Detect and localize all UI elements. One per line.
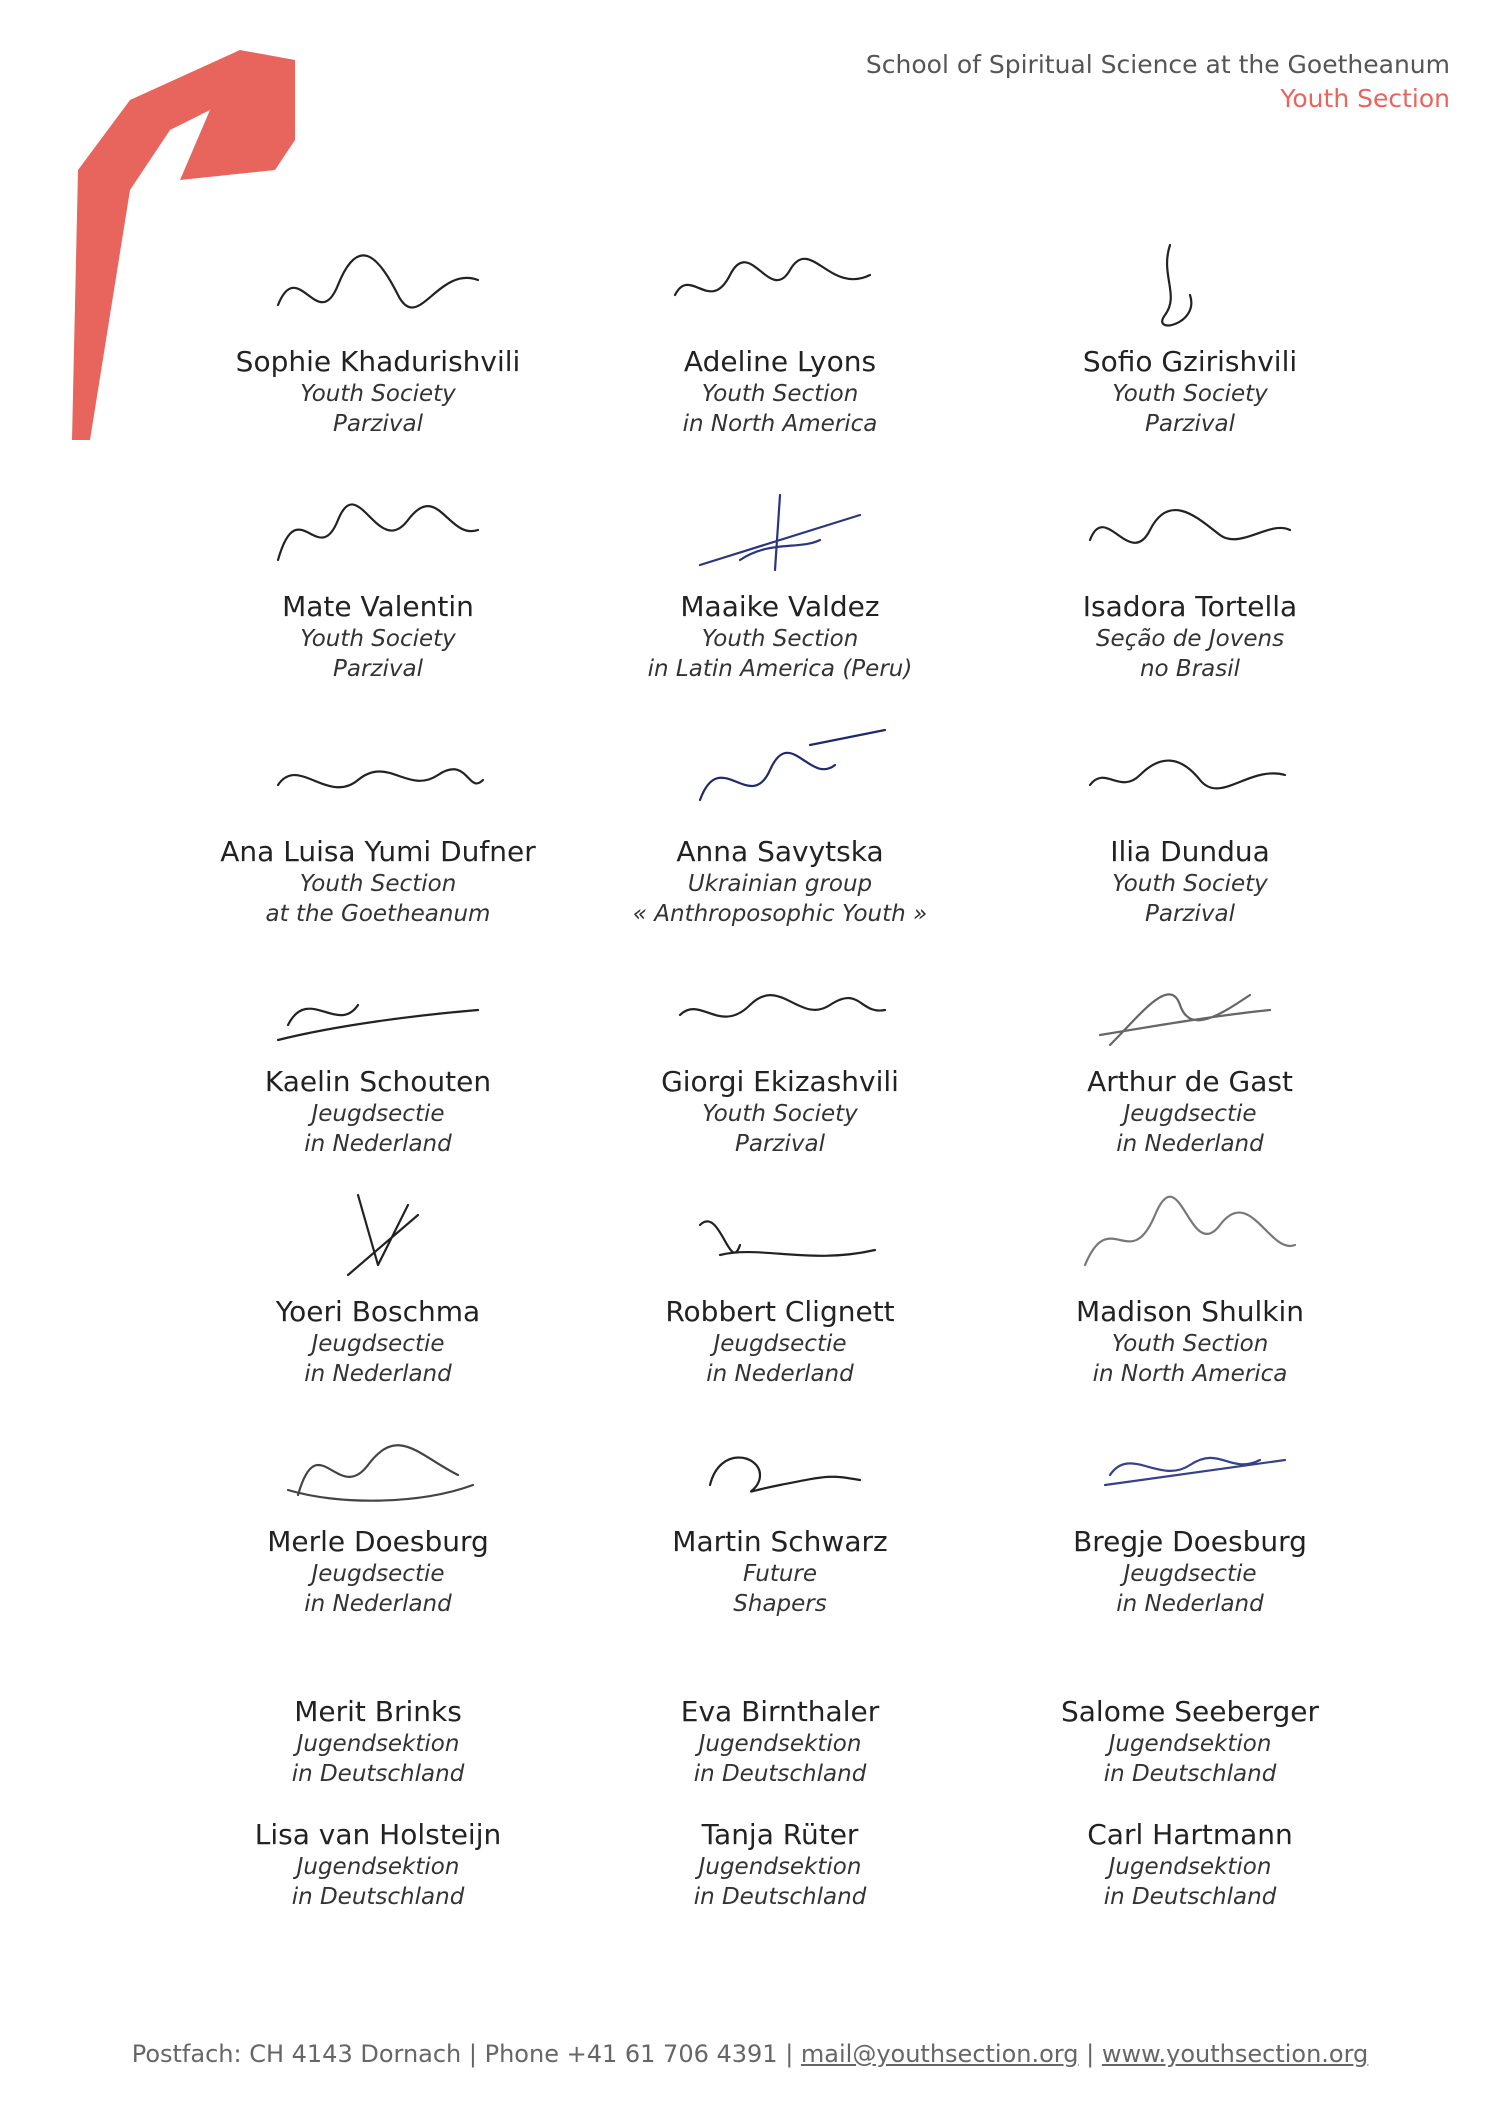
signatory-block	[188, 235, 568, 439]
footer-website-link[interactable]: www.youthsection.org	[1101, 2040, 1369, 2068]
signatory-organization: Youth Section	[299, 871, 457, 897]
handwritten-signature	[660, 1185, 900, 1295]
signatory-organization: Jugendsektion	[1108, 1854, 1272, 1880]
signatory-block	[590, 955, 970, 1159]
signatory-block	[590, 1695, 970, 1789]
signatory-block	[590, 725, 970, 929]
signatory-organization: Youth Society	[702, 1101, 858, 1127]
handwritten-signature	[258, 480, 498, 590]
footer-address: Postfach: CH 4143 Dornach	[131, 2040, 462, 2068]
signatory-organization-location: in Nederland	[706, 1361, 854, 1387]
signatory-organization-location: no Brasil	[1139, 656, 1241, 682]
signatory-name: Maaike Valdez	[680, 590, 880, 623]
signatory-organization-location: in North America	[1092, 1361, 1288, 1387]
signatory-organization: Youth Section	[1111, 1331, 1269, 1357]
signatory-block	[590, 1415, 970, 1619]
signatory-block	[590, 1185, 970, 1389]
signatory-block	[188, 480, 568, 684]
signatory-name: Carl Hartmann	[1087, 1818, 1293, 1851]
signatory-organization: Youth Society	[1112, 381, 1268, 407]
signatory-name: Tanja Rüter	[701, 1818, 859, 1851]
signatory-block	[1000, 1695, 1380, 1789]
signatory-organization: Jugendsektion	[296, 1731, 460, 1757]
signatory-name: Salome Seeberger	[1060, 1695, 1319, 1728]
signatory-organization-location: in Deutschland	[693, 1884, 867, 1910]
handwritten-signature	[660, 725, 900, 835]
signatory-organization: Jugendsektion	[1108, 1731, 1272, 1757]
handwritten-signature	[660, 955, 900, 1065]
footer-phone: Phone +41 61 706 4391	[484, 2040, 778, 2068]
signatory-name: Eva Birnthaler	[680, 1695, 880, 1728]
letterhead	[866, 48, 1450, 116]
handwritten-signature	[1070, 1185, 1310, 1295]
handwritten-signature	[258, 1415, 498, 1525]
signatory-name: Sofio Gzirishvili	[1082, 345, 1298, 378]
footer-email-link[interactable]: mail@youthsection.org	[800, 2040, 1079, 2068]
signatory-organization: Seção de Jovens	[1095, 626, 1285, 652]
signatory-block	[1000, 1818, 1380, 1912]
handwritten-signature	[660, 1415, 900, 1525]
signatory-organization-location: Parzival	[735, 1131, 825, 1157]
signatory-block	[590, 1818, 970, 1912]
signatory-block	[590, 235, 970, 439]
signatory-organization: Youth Society	[300, 626, 456, 652]
signatory-organization-location: in Deutschland	[693, 1761, 867, 1787]
signatory-organization: Jugendsektion	[296, 1854, 460, 1880]
signatory-organization: Jeugdsectie	[1123, 1101, 1257, 1127]
signatory-organization: Jeugdsectie	[311, 1561, 445, 1587]
handwritten-signature	[1070, 725, 1310, 835]
signatory-organization: Youth Section	[701, 626, 859, 652]
signatory-block	[188, 725, 568, 929]
handwritten-signature	[258, 955, 498, 1065]
signatory-name: Arthur de Gast	[1087, 1065, 1293, 1098]
signatory-name: Mate Valentin	[282, 590, 474, 623]
signatory-block	[188, 1415, 568, 1619]
signatory-organization: Youth Society	[1112, 871, 1268, 897]
section-name: Youth Section	[1280, 84, 1450, 113]
signatory-organization-location: Parzival	[333, 656, 423, 682]
handwritten-signature	[1070, 955, 1310, 1065]
handwritten-signature	[1070, 235, 1310, 345]
signatory-block	[188, 1695, 568, 1789]
signatory-block	[1000, 955, 1380, 1159]
signatory-name: Merle Doesburg	[267, 1525, 489, 1558]
signatory-name: Martin Schwarz	[672, 1525, 888, 1558]
signatory-organization-location: Parzival	[1145, 901, 1235, 927]
signatory-organization-location: in Deutschland	[291, 1884, 465, 1910]
signatory-organization-location: in Deutschland	[1103, 1761, 1277, 1787]
signatory-block	[590, 480, 970, 684]
signatory-block	[1000, 480, 1380, 684]
handwritten-signature	[258, 725, 498, 835]
signatory-name: Giorgi Ekizashvili	[661, 1065, 899, 1098]
signatory-block	[1000, 1185, 1380, 1389]
signatory-organization-location: Shapers	[733, 1591, 827, 1617]
signatory-block	[1000, 1415, 1380, 1619]
footer-separator: |	[461, 2040, 485, 2068]
signatory-block	[1000, 235, 1380, 439]
signatory-organization-location: in Nederland	[304, 1131, 452, 1157]
signatory-organization-location: in Latin America (Peru)	[647, 656, 913, 682]
signatory-organization: Youth Section	[701, 381, 859, 407]
signatory-organization-location: in Nederland	[1116, 1591, 1264, 1617]
signatory-organization-location: in Nederland	[304, 1361, 452, 1387]
signatory-name: Robbert Clignett	[665, 1295, 895, 1328]
signatory-organization: Jugendsektion	[698, 1854, 862, 1880]
handwritten-signature	[1070, 1415, 1310, 1525]
signatory-organization: Jeugdsectie	[1123, 1561, 1257, 1587]
footer-separator: |	[1078, 2040, 1102, 2068]
signatory-organization: Jugendsektion	[698, 1731, 862, 1757]
signatory-organization: Jeugdsectie	[311, 1331, 445, 1357]
signatory-organization-location: « Anthroposophic Youth »	[632, 901, 928, 927]
signatory-name: Ilia Dundua	[1110, 835, 1270, 868]
signatory-name: Ana Luisa Yumi Dufner	[220, 835, 536, 868]
signatory-name: Yoeri Boschma	[275, 1295, 481, 1328]
handwritten-signature	[660, 480, 900, 590]
handwritten-signature	[258, 1185, 498, 1295]
handwritten-signature	[258, 235, 498, 345]
signatory-organization-location: in Nederland	[1116, 1131, 1264, 1157]
signatory-organization: Future	[742, 1561, 818, 1587]
signatory-organization: Ukrainian group	[687, 871, 873, 897]
signatory-block	[1000, 725, 1380, 929]
handwritten-signature	[1070, 480, 1310, 590]
signatory-organization-location: in Deutschland	[291, 1761, 465, 1787]
signatory-organization-location: Parzival	[333, 411, 423, 437]
signatory-organization-location: Parzival	[1145, 411, 1235, 437]
signatory-name: Isadora Tortella	[1082, 590, 1298, 623]
footer	[0, 2040, 1500, 2068]
signatory-name: Lisa van Holsteijn	[254, 1818, 502, 1851]
signatory-name: Adeline Lyons	[683, 345, 877, 378]
handwritten-signature	[660, 235, 900, 345]
signatory-name: Sophie Khadurishvili	[235, 345, 521, 378]
school-name: School of Spiritual Science at the Goetheanum	[865, 50, 1450, 79]
signatory-organization-location: in Deutschland	[1103, 1884, 1277, 1910]
signatory-organization: Youth Society	[300, 381, 456, 407]
signatory-name: Anna Savytska	[676, 835, 884, 868]
signatory-block	[188, 1185, 568, 1389]
signatory-organization-location: in North America	[682, 411, 878, 437]
signatory-organization: Jeugdsectie	[311, 1101, 445, 1127]
signatory-name: Madison Shulkin	[1075, 1295, 1305, 1328]
signatory-organization: Jeugdsectie	[713, 1331, 847, 1357]
footer-separator: |	[777, 2040, 801, 2068]
signatory-organization-location: in Nederland	[304, 1591, 452, 1617]
signatory-name: Merit Brinks	[294, 1695, 462, 1728]
signatory-block	[188, 955, 568, 1159]
signatory-name: Bregje Doesburg	[1073, 1525, 1307, 1558]
signatory-block	[188, 1818, 568, 1912]
signatory-name: Kaelin Schouten	[264, 1065, 492, 1098]
signatory-organization-location: at the Goetheanum	[265, 901, 491, 927]
